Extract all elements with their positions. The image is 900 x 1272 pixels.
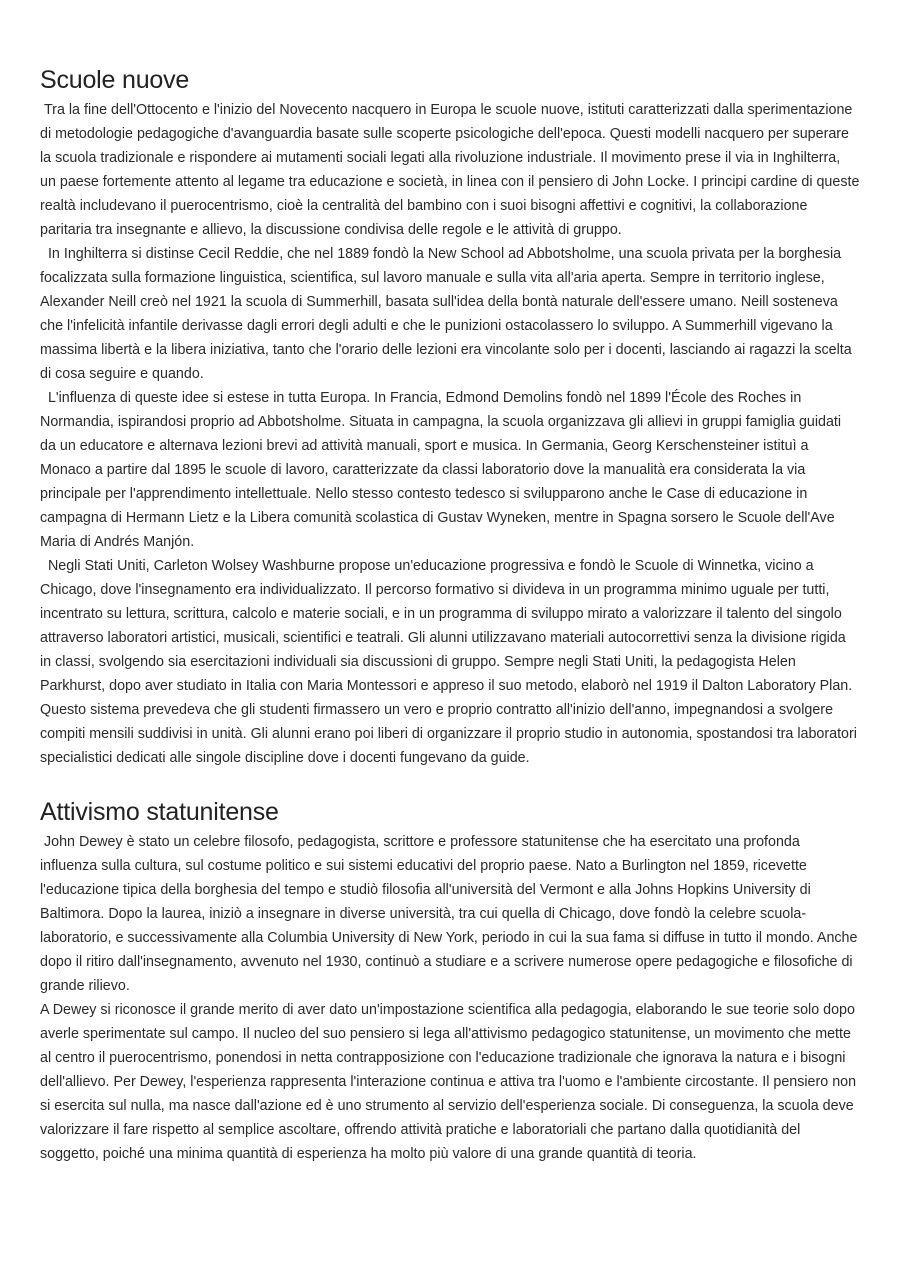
- section-title: Attivismo statunitense: [40, 798, 279, 826]
- section-attivismo-statunitense: [40, 796, 860, 1166]
- paragraph: In Inghilterra si distinse Cecil Reddie, che nel 1889 fondò la New School ad Abbotsholme, una scuola privata per la borghesia focalizzata sulla formazione linguistica, scientifica, sul lavoro manuale e sulla vita all'aria aperta. Sempre in territorio inglese, Alexander Neill creò nel 1921 la scuola di Summerhill, basata sull'idea della bontà naturale dell'essere umano. Neill sosteneva che l'infelicità infantile derivasse dagli errori degli adulti e che le punizioni ostacolassero lo sviluppo. A Summerhill vigevano la massima libertà e la libera iniziativa, tanto che l'orario delle lezioni era vincolante solo per i docenti, lasciando ai ragazzi la scelta di cosa seguire e quando.: [40, 246, 856, 382]
- paragraph: A Dewey si riconosce il grande merito di aver dato un'impostazione scientifica alla pedagogia, elaborando le sue teorie solo dopo averle sperimentate sul campo. Il nucleo del suo pensiero si lega all'attivismo pedagogico statunitense, un movimento che mette al centro il puerocentrismo, ponendosi in netta contrapposizione con l'educazione tradizionale che ignorava la natura e i bisogni dell'allievo. Per Dewey, l'esperienza rappresenta l'interazione continua e attiva tra l'uomo e l'ambiente circostante. Il pensiero non si esercita sul nulla, ma nasce dall'azione ed è uno strumento al servizio dell'esperienza sociale. Di conseguenza, la scuola deve valorizzare il fare rispetto al semplice ascoltare, offrendo attività pratiche e laboratoriali che partano dalla quotidianità del soggetto, poiché una minima quantità di esperienza ha molto più valore di una grande quantità di teoria.: [40, 1002, 861, 1162]
- section-scuole-nuove: [40, 64, 864, 770]
- paragraph: Negli Stati Uniti, Carleton Wolsey Washburne propose un'educazione progressiva e fondò le Scuole di Winnetka, vicino a Chicago, dove l'insegnamento era individualizzato. Il percorso formativo si divideva in un programma minimo uguale per tutti, incentrato su lettura, scrittura, calcolo e materie sociali, e in un programma di sviluppo mirato a valorizzare il talento del singolo attraverso laboratori artistici, musicali, scientifici e teatrali. Gli alunni utilizzavano materiali autocorrettivi senza la divisione rigida in classi, svolgendo sia esercitazioni individuali sia discussioni di gruppo. Sempre negli Stati Uniti, la pedagogista Helen Parkhurst, dopo aver studiato in Italia con Maria Montessori e appreso il suo metodo, elaborò nel 1919 il Dalton Laboratory Plan. Questo sistema prevedeva che gli studenti firmassero un vero e proprio contratto all'inizio dell'anno, impegnandosi a svolgere compiti mensili suddivisi in unità. Gli alunni erano poi liberi di organizzare il proprio studio in autonomia, spostandosi tra laboratori specialistici dedicati alle singole discipline dove i docenti fungevano da guide.: [40, 558, 861, 766]
- paragraph: L'influenza di queste idee si estese in tutta Europa. In Francia, Edmond Demolins fondò nel 1899 l'École des Roches in Normandia, ispirandosi proprio ad Abbotsholme. Situata in campagna, la scuola organizzava gli allievi in gruppi famiglia guidati da un educatore e alternava lezioni brevi ad attività manuali, sport e musica. In Germania, Georg Kerschensteiner istituì a Monaco a partire dal 1895 le scuole di lavoro, caratterizzate da classi laboratorio dove la manualità era considerata la via principale per l'apprendimento intellettuale. Nello stesso contesto tedesco si svilupparono anche le Case di educazione in campagna di Hermann Lietz e la Libera comunità scolastica di Gustav Wyneken, mentre in Spagna sorsero le Scuole dell'Ave Maria di Andrés Manjón.: [40, 390, 846, 550]
- section-title: Scuole nuove: [40, 66, 190, 94]
- paragraph: John Dewey è stato un celebre filosofo, pedagogista, scrittore e professore statunitense che ha esercitato una profonda influenza sulla cultura, sul costume politico e sui sistemi educativi del proprio paese. Nato a Burlington nel 1859, ricevette l'educazione tipica della borghesia del tempo e studiò filosofia all'università del Vermont e alla Johns Hopkins University di Baltimora. Dopo la laurea, iniziò a insegnare in diverse università, tra cui quella di Chicago, dove fondò la celebre scuola-laboratorio, e successivamente alla Columbia University di New York, periodo in cui la sua fama si diffuse in tutto il mondo. Anche dopo il ritiro dall'insegnamento, avvenuto nel 1930, continuò a studiare e a scrivere numerose opere pedagogiche e filosofiche di grande rilievo.: [40, 834, 862, 994]
- paragraph: Tra la fine dell'Ottocento e l'inizio del Novecento nacquero in Europa le scuole nuove, istituti caratterizzati dalla sperimentazione di metodologie pedagogiche d'avanguardia basate sulle scoperte psicologiche dell'epoca. Questi modelli nacquero per superare la scuola tradizionale e rispondere ai mutamenti sociali legati alla rivoluzione industriale. Il movimento prese il via in Inghilterra, un paese fortemente attento al legame tra educazione e società, in linea con il pensiero di John Locke. I principi cardine di queste realtà includevano il puerocentrismo, cioè la centralità del bambino con i suoi bisogni affettivi e cognitivi, la collaborazione paritaria tra insegnante e allievo, la discussione condivisa delle regole e le attività di gruppo.: [40, 102, 864, 238]
